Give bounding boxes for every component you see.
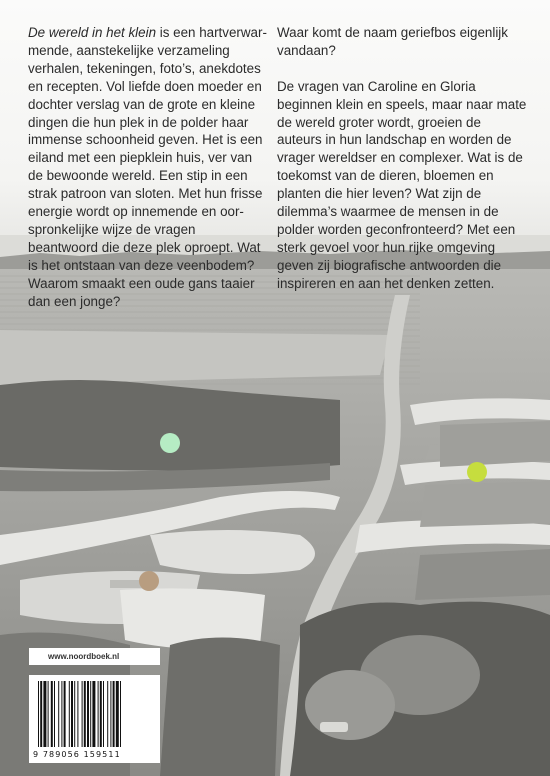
book-title-italic: De wereld in het klein <box>28 25 157 40</box>
blurb-paragraph-1: Waar komt de naam geriefbos eigenlijk vandaan? <box>277 25 508 58</box>
blurb-paragraph <box>28 24 268 311</box>
mint-dot <box>160 433 180 453</box>
lime-dot <box>467 462 487 482</box>
barcode-bars <box>38 681 151 747</box>
website-text: www.noordboek.nl <box>48 652 120 661</box>
tan-dot <box>139 571 159 591</box>
isbn-barcode <box>29 675 160 763</box>
publisher-website <box>29 648 160 665</box>
blurb-left-column <box>28 24 268 328</box>
isbn-digits: 9 789056 159511 <box>33 750 121 759</box>
blurb-paragraph-2: De vragen van Caroline en Gloria beginnen klein en speels, maar naar mate de wereld groter wordt, groeien de auteurs in hun landschap en worden de vrager wereldser en complexer. Wat is de toekomst van de dieren, bloemen en planten die hier leven? Wat zijn de dilemma’s waarmee de mensen in de polder worden geconfronteerd? Met een sterk gevoel voor hun rijke omgeving geven zij biografische antwoorden die inspireren en aan het denken zetten. <box>277 78 527 291</box>
blurb-body: is een hartverwarmende, aanstekelijke verzameling verhalen, tekeningen, foto’s, anekdotes en recepten. Vol liefde doen moeder en dochter verslag van de grote en kleine dingen die hun plek in de polder haar immense schoonheid geven. Het is een eiland met een piepklein huis, ver van de bewoonde wereld. Een stip in een strak patroon van sloten. Met hun frisse energie wordt op innemende en oorspronkelijke wijze de vragen beantwoord die deze plek oproept. Wat is het ontstaan van deze veenbodem? Waarom smaakt een oude gans taaier dan een jonge? <box>28 25 267 309</box>
blurb-right-column <box>277 24 527 310</box>
